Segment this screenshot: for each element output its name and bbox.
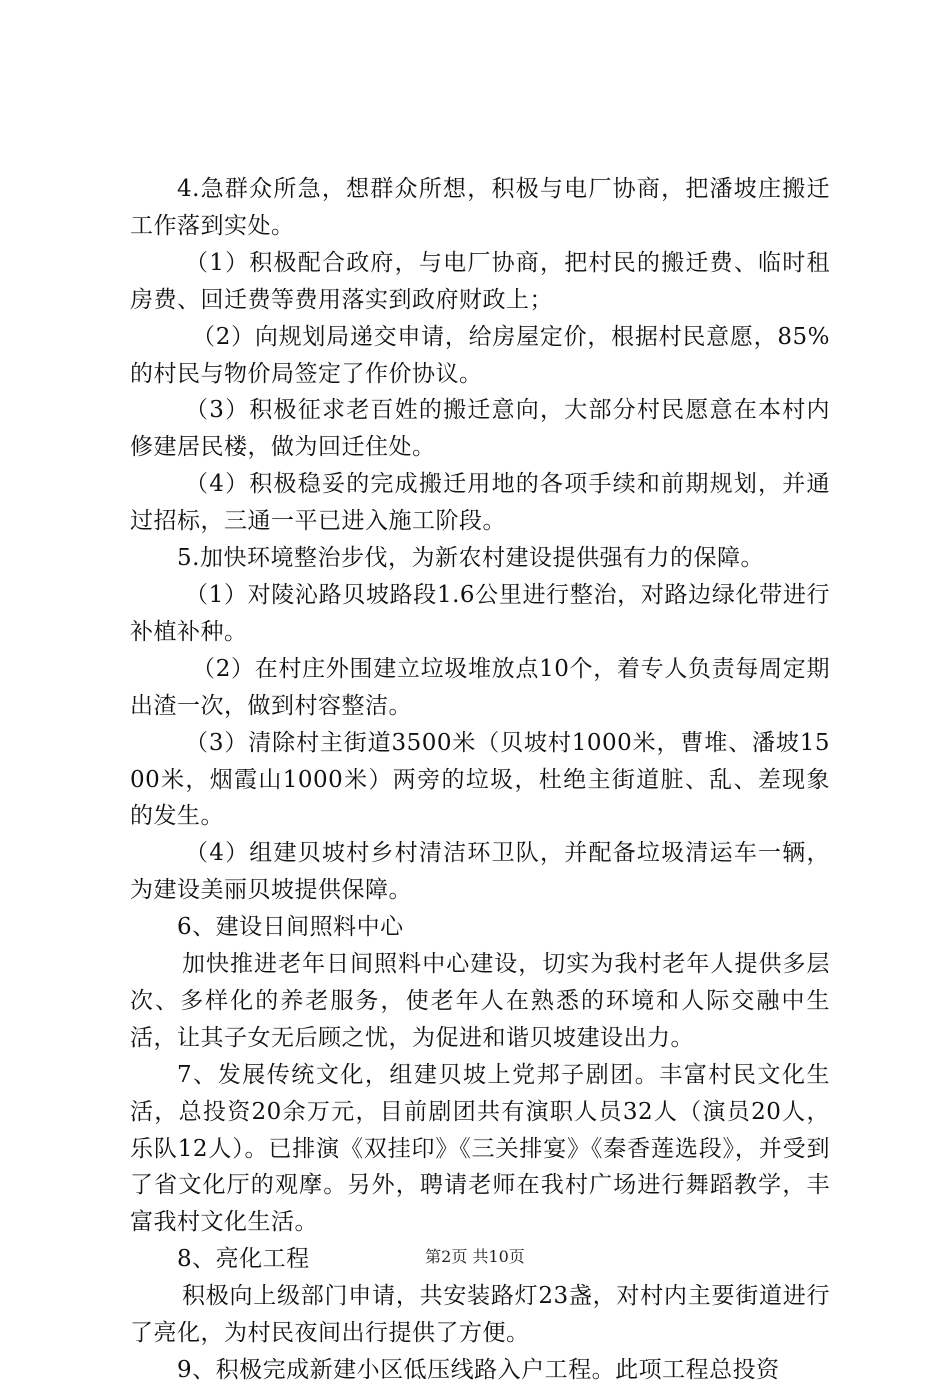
document-body — [130, 171, 830, 1389]
paragraph-environment-item-3: （3）清除村主街道3500米（贝坡村1000米，曹堆、潘坡1500米，烟霞山1000米）两旁的垃圾，杜绝主街道脏、乱、差现象的发生。 — [130, 729, 830, 830]
paragraph-lighting-body: 积极向上级部门申请，共安装路灯23盏，对村内主要街道进行了亮化，为村民夜间出行提供了方便。 — [130, 1283, 830, 1347]
paragraph-relocation-item-2: （2）向规划局递交申请，给房屋定价，根据村民意愿，85%的村民与物价局签定了作价协议。 — [130, 323, 830, 387]
paragraph-environment-heading: 5.加快环境整治步伐，为新农村建设提供强有力的保障。 — [177, 545, 764, 572]
paragraph-environment-item-4: （4）组建贝坡村乡村清洁环卫队，并配备垃圾清运车一辆，为建设美丽贝坡提供保障。 — [130, 840, 830, 904]
paragraph-culture: 7、发展传统文化，组建贝坡上党邦子剧团。丰富村民文化生活，总投资20余万元，目前剧团共有演职人员32人（演员20人，乐队12人）。已排演《双挂印》《三关排宴》《秦香莲选段》，并受到了省文化厅的观摩。另外，聘请老师在我村广场进行舞蹈教学，丰富我村文化生活。 — [130, 1061, 830, 1236]
paragraph-relocation-item-3: （3）积极征求老百姓的搬迁意向，大部分村民愿意在本村内修建居民楼，做为回迁住处。 — [130, 397, 830, 461]
paragraph-lighting-heading: 8、亮化工程 — [177, 1246, 310, 1273]
paragraph-relocation-heading: 4.急群众所急，想群众所想，积极与电厂协商，把潘坡庄搬迁工作落到实处。 — [130, 176, 830, 239]
paragraph-daycare-heading: 6、建设日间照料中心 — [177, 914, 404, 941]
paragraph-daycare-body: 加快推进老年日间照料中心建设，切实为我村老年人提供多层次、多样化的养老服务，使老年人在熟悉的环境和人际交融中生活，让其子女无后顾之忧，为促进和谐贝坡建设出力。 — [130, 951, 830, 1051]
paragraph-power-line: 9、积极完成新建小区低压线路入户工程。此项工程总投资 — [177, 1357, 780, 1383]
paragraph-environment-item-1: （1）对陵沁路贝坡路段1.6公里进行整治，对路边绿化带进行补植补种。 — [130, 581, 830, 645]
paragraph-environment-item-2: （2）在村庄外围建立垃圾堆放点10个，着专人负责每周定期出渣一次，做到村容整洁。 — [130, 655, 830, 719]
paragraph-relocation-item-4: （4）积极稳妥的完成搬迁用地的各项手续和前期规划，并通过招标，三通一平已进入施工阶段。 — [130, 471, 830, 535]
page-number-footer: 第2页 共10页 — [425, 1247, 525, 1266]
paragraph-relocation-item-1: （1）积极配合政府，与电厂协商，把村民的搬迁费、临时租房费、回迁费等费用落实到政府财政上； — [130, 249, 830, 313]
